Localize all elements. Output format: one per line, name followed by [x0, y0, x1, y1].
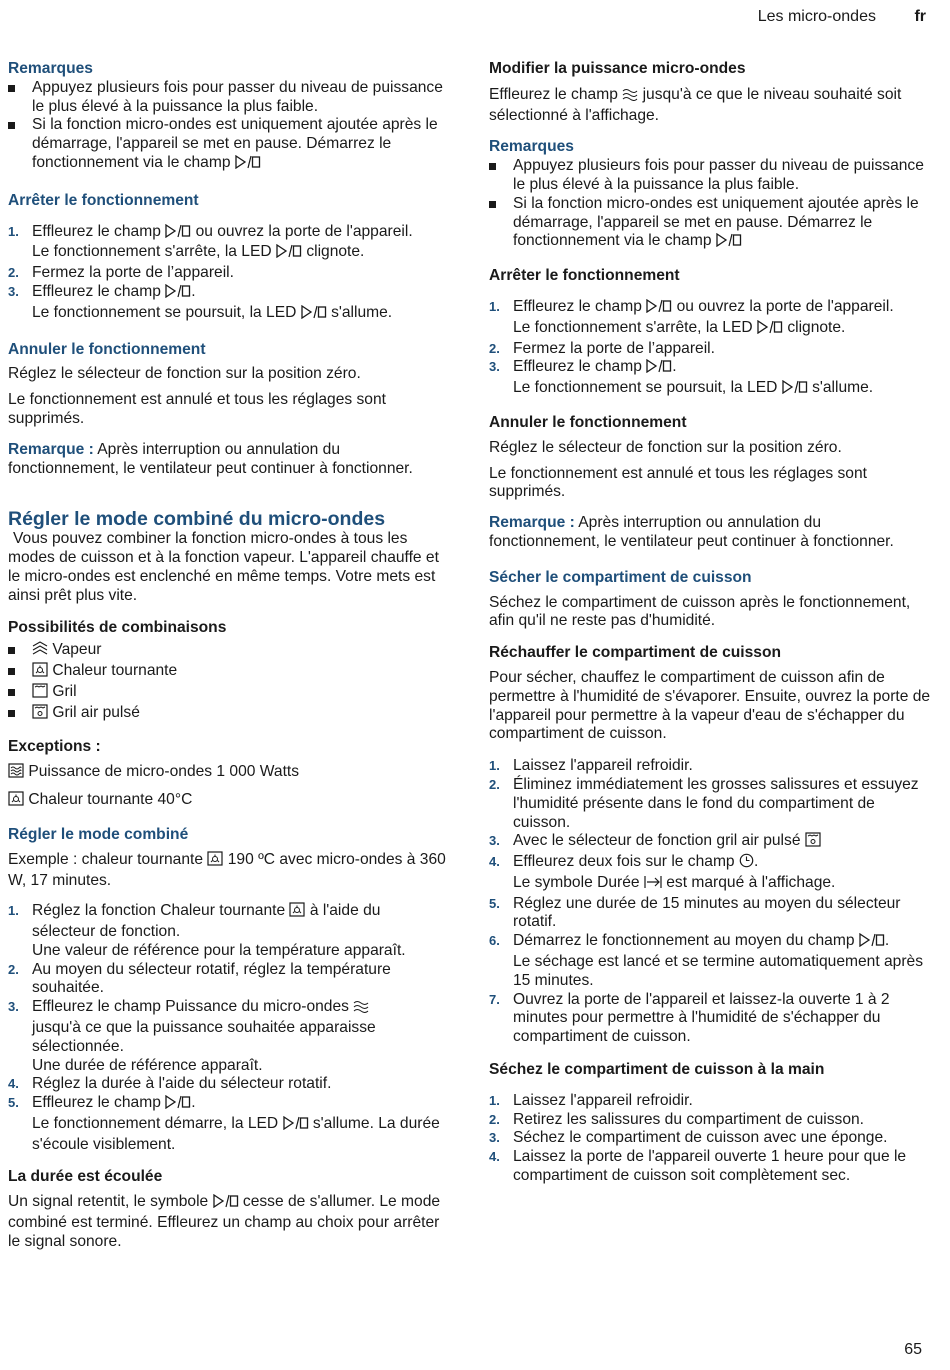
start-pause-icon: [235, 155, 261, 175]
list-item: Vapeur: [8, 641, 448, 662]
start-pause-icon: [165, 1095, 191, 1115]
list-item: Appuyez plusieurs fois pour passer du niveau de puissance le plus élevé à la puissance la plus faible.: [489, 157, 931, 195]
start-pause-icon: [757, 320, 783, 340]
start-pause-icon: [165, 224, 191, 244]
list-item: Si la fonction micro-ondes est uniquement ajoutée après le démarrage, l'appareil se met en pause. Démarrez le fonctionnement via le champ: [489, 195, 931, 253]
list-item: Gril: [8, 683, 448, 704]
left-column: [8, 60, 448, 1252]
hot-air-icon: [289, 902, 305, 923]
list-item: 3. Avec le sélecteur de fonction gril air pulsé: [489, 832, 931, 853]
list-item: 6. Démarrez le fonctionnement au moyen du champ . Le séchage est lancé et se termine automatiquement après 15 minutes.: [489, 932, 924, 989]
list-item: 1. Réglez la fonction Chaleur tournante à l'aide du sélecteur de fonction. Une valeur de référence pour la température apparaît.: [8, 902, 406, 959]
start-pause-icon: [859, 933, 885, 953]
duration-icon: [644, 875, 662, 895]
paragraph: Séchez le compartiment de cuisson après le fonctionnement, afin qu'il ne reste pas d'humidité.: [489, 593, 911, 630]
list-item: 4. Réglez la durée à l'aide du sélecteur rotatif.: [8, 1075, 332, 1093]
list-item: 5. Effleurez le champ . Le fonctionnement démarre, la LED s'allume. La durée s'écoule visiblement.: [8, 1094, 440, 1153]
list-item: 2. Fermez la porte de l’appareil.: [8, 264, 234, 282]
list-item: 3. Séchez le compartiment de cuisson avec une éponge.: [489, 1129, 888, 1147]
main-steps: [489, 1092, 931, 1186]
list-item: 3. Effleurez le champ . Le fonctionnement se poursuit, la LED s'allume.: [489, 358, 931, 400]
list-item: Chaleur tournante: [8, 662, 448, 683]
heading-arreter: Arrêter le fonctionnement: [489, 267, 680, 285]
grill-air-icon: [32, 704, 48, 725]
heading-arreter: Arrêter le fonctionnement: [8, 191, 199, 209]
paragraph: Un signal retentit, le symbole cesse de s'allumer. Le mode combiné est terminé. Effleurez un champ au choix pour arrêter le signal sonore.: [8, 1193, 441, 1251]
exception-item: Puissance de micro-ondes 1 000 Watts: [8, 763, 448, 784]
mode-steps: [8, 902, 448, 1154]
possibilites-list: [8, 641, 448, 724]
list-item: 1. Laissez l'appareil refroidir.: [489, 1091, 693, 1109]
list-item: Appuyez plusieurs fois pour passer du niveau de puissance le plus élevé à la puissance la plus faible.: [8, 79, 448, 117]
paragraph: Pour sécher, chauffez le compartiment de cuisson afin de permettre à l'humidité de s'évaporer. Ensuite, ouvrez la porte de l'appareil pour permettre à la vapeur d'eau de s'échapper du compartiment de cuisson.: [489, 668, 931, 743]
language-code: fr: [914, 8, 926, 25]
section-title-regler: Régler le mode combiné du micro-ondes: [8, 508, 386, 531]
hot-air-icon: [207, 851, 223, 872]
start-pause-icon: [276, 244, 302, 264]
paragraph: Réglez le sélecteur de fonction sur la position zéro.: [8, 365, 361, 383]
list-item: 4. Laissez la porte de l'appareil ouverte 1 heure pour que le compartiment de cuisson soit complètement sec.: [489, 1148, 907, 1185]
list-item: Si la fonction micro-ondes est uniquement ajoutée après le démarrage, l'appareil se met en pause. Démarrez le fonctionnement via le champ: [8, 116, 448, 174]
paragraph: Vous pouvez combiner la fonction micro-ondes à tous les modes de cuisson et à la fonction vapeur. L'appareil chauffe et le micro-ondes est enclenché en même temps. Votre mets est ainsi prêt plus vite.: [8, 530, 439, 604]
list-item: 2. Retirez les salissures du compartiment de cuisson.: [489, 1110, 865, 1128]
arreter-steps: [8, 223, 448, 325]
list-item: 1. Effleurez le champ ou ouvrez la porte de l'appareil. Le fonctionnement s'arrête, la LED clignote.: [489, 298, 931, 340]
paragraph: Le fonctionnement est annulé et tous les réglages sont supprimés.: [489, 464, 867, 501]
microwave-waves-icon: [353, 999, 369, 1019]
heading-rechauffer: Réchauffer le compartiment de cuisson: [489, 644, 782, 662]
heading-annuler: Annuler le fonctionnement: [8, 340, 206, 358]
list-item: 2. Éliminez immédiatement les grosses salissures et essuyez l'humidité présente dans le fond du compartiment de cuisson.: [489, 775, 919, 831]
exception-item: Chaleur tournante 40°C: [8, 791, 448, 812]
list-item: 1. Laissez l'appareil refroidir.: [489, 757, 693, 775]
heading-modifier: Modifier la puissance micro-ondes: [489, 60, 746, 77]
heading-possibilites: Possibilités de combinaisons: [8, 618, 227, 636]
start-pause-icon: [283, 1116, 309, 1136]
start-pause-icon: [646, 359, 672, 379]
list-item: 2. Fermez la porte de l’appareil.: [489, 339, 715, 357]
heading-secher: Sécher le compartiment de cuisson: [489, 568, 752, 586]
list-item: 3. Effleurez le champ . Le fonctionnement se poursuit, la LED s'allume.: [8, 283, 448, 325]
heading-annuler: Annuler le fonctionnement: [489, 413, 687, 431]
list-item: 7. Ouvrez la porte de l'appareil et laissez-la ouverte 1 à 2 minutes pour permettre à l'humidité de s'échapper du compartiment de cuisson.: [489, 990, 890, 1046]
remarques-list: [489, 157, 931, 253]
list-item: 3. Effleurez le champ Puissance du micro-ondes jusqu'à ce que la puissance souhaitée apparaisse sélectionnée. Une durée de référence apparaît.: [8, 998, 376, 1074]
list-item: 1. Effleurez le champ ou ouvrez la porte de l'appareil. Le fonctionnement s'arrête, la LED clignote.: [8, 223, 448, 265]
remarque-paragraph: Remarque : Après interruption ou annulation du fonctionnement, le ventilateur peut continuer à fonctionner.: [8, 440, 413, 477]
hot-air-icon: [32, 662, 48, 683]
paragraph: Effleurez le champ jusqu'à ce que le niveau souhaité soit sélectionné à l'affichage.: [489, 85, 902, 124]
heading-remarques: Remarques: [489, 138, 574, 156]
remarques-list: [8, 79, 448, 175]
right-column: [489, 60, 931, 1186]
page-header: [758, 8, 926, 27]
grill-icon: [32, 683, 48, 704]
exemple-paragraph: Exemple : chaleur tournante 190 ºC avec micro-ondes à 360 W, 17 minutes.: [8, 850, 446, 889]
remarque-paragraph: Remarque : Après interruption ou annulation du fonctionnement, le ventilateur peut continuer à fonctionner.: [489, 514, 894, 550]
section-title: Les micro-ondes: [757, 8, 876, 25]
list-item: 5. Réglez une durée de 15 minutes au moyen du sélecteur rotatif.: [489, 894, 901, 931]
heading-remarques: Remarques: [8, 60, 93, 77]
rechauffer-steps: [489, 757, 931, 1047]
heading-regler-mode: Régler le mode combiné: [8, 825, 189, 843]
arreter-steps: [489, 298, 931, 400]
microwave-icon: [8, 763, 24, 784]
steam-icon: [32, 641, 48, 662]
list-item: 2. Au moyen du sélecteur rotatif, réglez la température souhaitée.: [8, 960, 391, 997]
start-pause-icon: [213, 1194, 239, 1214]
heading-exceptions: Exceptions :: [8, 737, 101, 755]
clock-icon: [739, 853, 754, 874]
start-pause-icon: [716, 233, 742, 253]
start-pause-icon: [646, 299, 672, 319]
paragraph: Réglez le sélecteur de fonction sur la position zéro.: [489, 438, 842, 456]
start-pause-icon: [165, 284, 191, 304]
heading-duree: La durée est écoulée: [8, 1167, 163, 1185]
start-pause-icon: [782, 380, 808, 400]
page-number: 65: [904, 1341, 922, 1359]
heading-main: Séchez le compartiment de cuisson à la main: [489, 1061, 825, 1079]
start-pause-icon: [301, 305, 327, 325]
microwave-waves-icon: [622, 87, 638, 107]
paragraph: Le fonctionnement est annulé et tous les réglages sont supprimés.: [8, 391, 386, 427]
hot-air-icon: [8, 791, 24, 812]
list-item: Gril air pulsé: [8, 704, 448, 725]
grill-air-icon: [805, 832, 821, 853]
list-item: 4. Effleurez deux fois sur le champ . Le symbole Durée est marqué à l'affichage.: [489, 853, 931, 895]
